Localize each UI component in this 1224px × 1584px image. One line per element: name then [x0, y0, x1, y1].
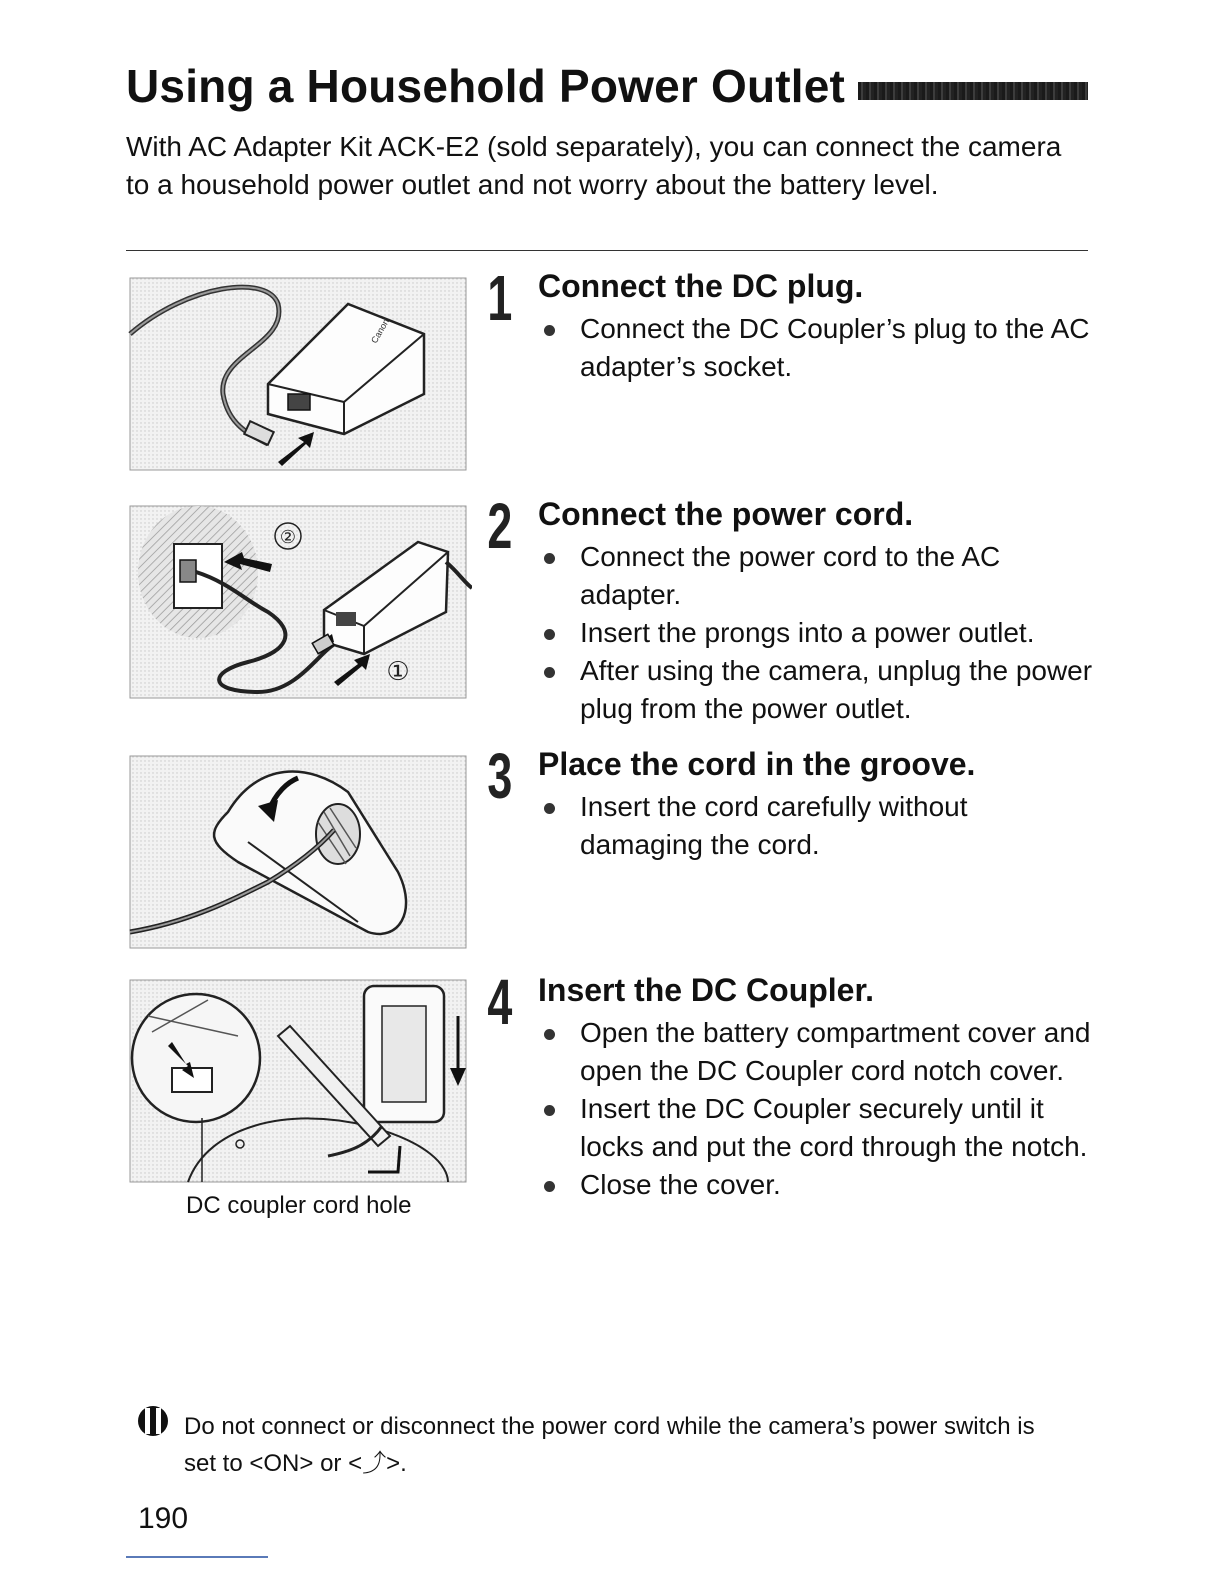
page-title-row [126, 58, 1088, 114]
bullet-icon [544, 553, 555, 564]
bullet-text: Insert the cord carefully without damaging the cord. [580, 791, 968, 860]
step-number: 1 [487, 262, 513, 334]
step-title: Connect the power cord. [538, 496, 914, 532]
bullet-item [538, 310, 1098, 386]
step-title: Place the cord in the groove. [538, 746, 976, 782]
step-bullets [538, 538, 1098, 728]
step-1 [538, 266, 1098, 386]
step-bullets [538, 1014, 1098, 1204]
step-2 [538, 494, 1098, 728]
step-number: 2 [487, 490, 513, 562]
page-title: Using a Household Power Outlet [126, 60, 846, 112]
callout-1: ① [386, 657, 410, 687]
step-bullets [538, 788, 1098, 864]
bullet-text: Connect the DC Coupler’s plug to the AC adapter’s socket. [580, 313, 1090, 382]
intro-paragraph: With AC Adapter Kit ACK-E2 (sold separately), you can connect the camera to a household power outlet and not worry about the battery level. [126, 131, 1062, 200]
section-divider [126, 250, 1088, 251]
page-number: 190 [138, 1502, 189, 1535]
bullet-text: Insert the prongs into a power outlet. [580, 617, 1035, 648]
bullet-text: Connect the power cord to the AC adapter. [580, 541, 1001, 610]
bullet-icon [544, 629, 555, 640]
figure-dc-coupler [128, 976, 472, 1186]
step-title: Connect the DC plug. [538, 268, 864, 304]
figure-cord-groove [128, 752, 472, 956]
caution-text: Do not connect or disconnect the power cord while the camera’s power switch is set to <ON> or <⤴>. [184, 1413, 1035, 1477]
step-title: Insert the DC Coupler. [538, 972, 875, 1008]
bullet-item [538, 788, 1098, 864]
title-decor-bar [858, 82, 1088, 100]
step-number: 4 [487, 966, 513, 1038]
step-4 [538, 970, 1098, 1204]
bullet-item [538, 614, 1098, 652]
bullet-icon [544, 1105, 555, 1116]
bullet-text: Open the battery compartment cover and open the DC Coupler cord notch cover. [580, 1017, 1091, 1086]
bullet-item [538, 1014, 1098, 1090]
step-bullets [538, 310, 1098, 386]
bullet-item [538, 1090, 1098, 1166]
adapter-logo: Canon [369, 317, 391, 345]
bullet-icon [544, 803, 555, 814]
footer-rule [126, 1556, 268, 1558]
bullet-icon [544, 1029, 555, 1040]
figure-dc-plug [128, 274, 472, 478]
bullet-item [538, 1166, 1098, 1204]
bullet-icon [544, 325, 555, 336]
step-3 [538, 744, 1098, 864]
bullet-text: Close the cover. [580, 1169, 781, 1200]
bullet-item [538, 538, 1098, 614]
figure-caption: DC coupler cord hole [186, 1192, 412, 1219]
bullet-icon [544, 667, 555, 678]
callout-2: ② [279, 527, 297, 548]
bullet-text: Insert the DC Coupler securely until it locks and put the cord through the notch. [580, 1093, 1088, 1162]
bullet-text: After using the camera, unplug the power plug from the power outlet. [580, 655, 1093, 724]
bullet-icon [544, 1181, 555, 1192]
caution-icon [134, 1404, 172, 1438]
step-number: 3 [487, 740, 513, 812]
figure-power-cord [128, 502, 472, 706]
bullet-item [538, 652, 1098, 728]
